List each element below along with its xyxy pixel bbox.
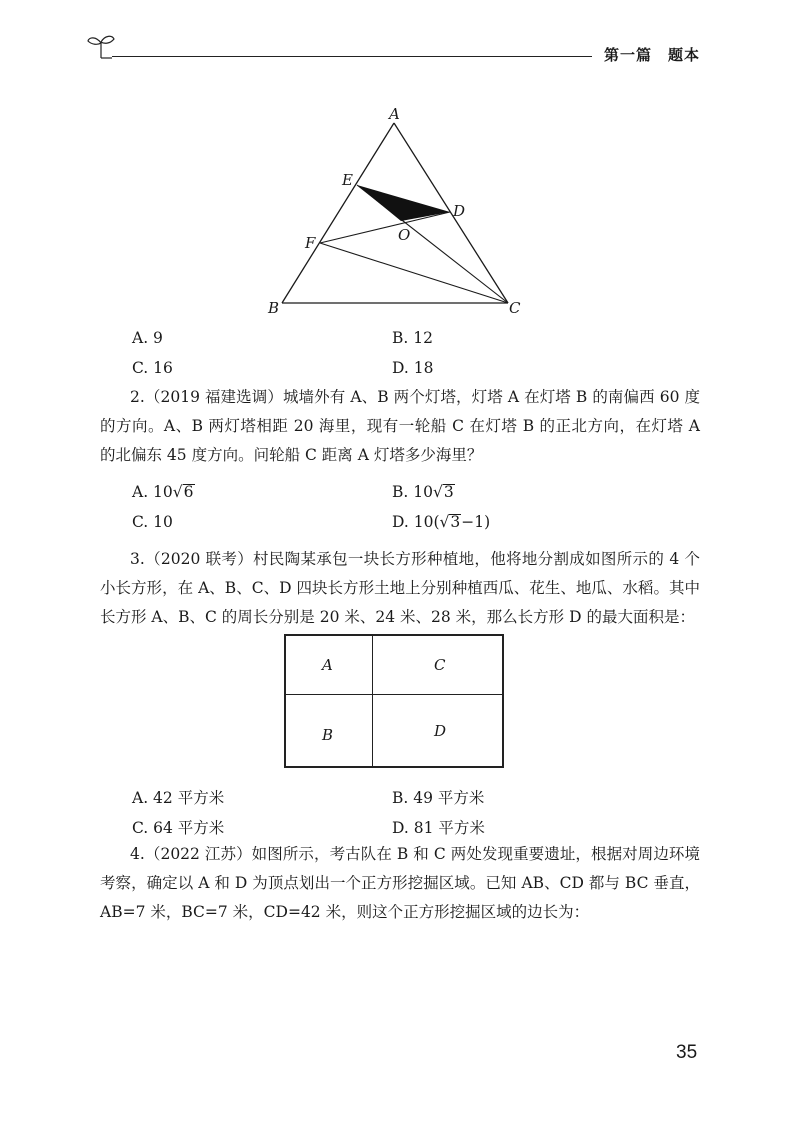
grid-label-d: D [434,722,447,740]
q2-option-a-radicand: 6 [183,483,194,501]
q4-text: 4.（2022 江苏）如图所示，考古队在 B 和 C 两处发现重要遗址，根据对周边环境考察，确定以 A 和 D 为顶点划出一个正方形挖掘区域。已知 AB、CD 都与 BC 垂直，AB=7 米，BC=7 米，CD=42 米，则这个正方形挖掘区域的边长为： [100,845,700,921]
segment-fd [320,212,450,243]
grid-label-c: C [434,656,446,674]
grid-horizontal-divider [286,694,502,695]
label-b: B [268,299,280,317]
page-number: 35 [676,1042,698,1063]
grid-vertical-divider [372,636,373,766]
q3-option-a: A. 42 平方米 [132,789,225,807]
grid-label-b: B [322,726,334,744]
label-d: D [453,202,466,220]
q2-option-d [392,513,490,531]
label-e: E [342,171,353,189]
rectangle-grid-figure [284,634,504,768]
q2-option-b-prefix: B. 10 [392,483,433,501]
segment-fc [320,243,508,303]
q2-option-d-suffix: −1) [461,513,491,531]
q2-option-a [132,483,195,501]
label-o: O [398,226,411,244]
q1-option-b: B. 12 [392,329,433,347]
sqrt-symbol: √ [432,483,443,501]
label-a: A [389,105,400,123]
q3-text: 3.（2020 联考）村民陶某承包一块长方形种植地，他将地分割成如图所示的 4 个小长方形，在 A、B、C、D 四块长方形土地上分别种植西瓜、花生、地瓜、水稻。其中长方形 A、B、C 的周长分别是 20 米、24 米、28 米，那么长方形 D 的最大面积是： [100,550,700,626]
q2-option-d-radicand: 3 [450,513,461,531]
sqrt-symbol: √ [439,513,450,531]
q1-option-a: A. 9 [132,329,163,347]
q3-option-c: C. 64 平方米 [132,819,225,837]
q1-option-c: C. 16 [132,359,173,377]
grid-label-a: A [322,656,333,674]
q2-option-a-prefix: A. 10 [132,483,173,501]
q3-option-b: B. 49 平方米 [392,789,485,807]
q2-option-b-radicand: 3 [443,483,454,501]
label-f: F [305,234,316,252]
q2-text: 2.（2019 福建选调）城墙外有 A、B 两个灯塔，灯塔 A 在灯塔 B 的南偏西 60 度的方向。A、B 两灯塔相距 20 海里，现有一轮船 C 在灯塔 B 的正北方向，在灯塔 A 的北偏东 45 度方向。问轮船 C 距离 A 灯塔多少海里？ [100,388,700,464]
q2-option-d-prefix: D. 10( [392,513,440,531]
q1-option-d: D. 18 [392,359,434,377]
header-title: 第一篇 题本 [604,46,701,64]
sprout-icon [86,30,116,64]
sqrt-symbol: √ [172,483,183,501]
triangle-figure [260,105,530,320]
header-rule [112,56,592,57]
q3-option-d: D. 81 平方米 [392,819,485,837]
q2-option-b [392,483,455,501]
edge-ab [282,123,394,303]
q2-option-c: C. 10 [132,513,173,531]
label-c: C [509,299,521,317]
